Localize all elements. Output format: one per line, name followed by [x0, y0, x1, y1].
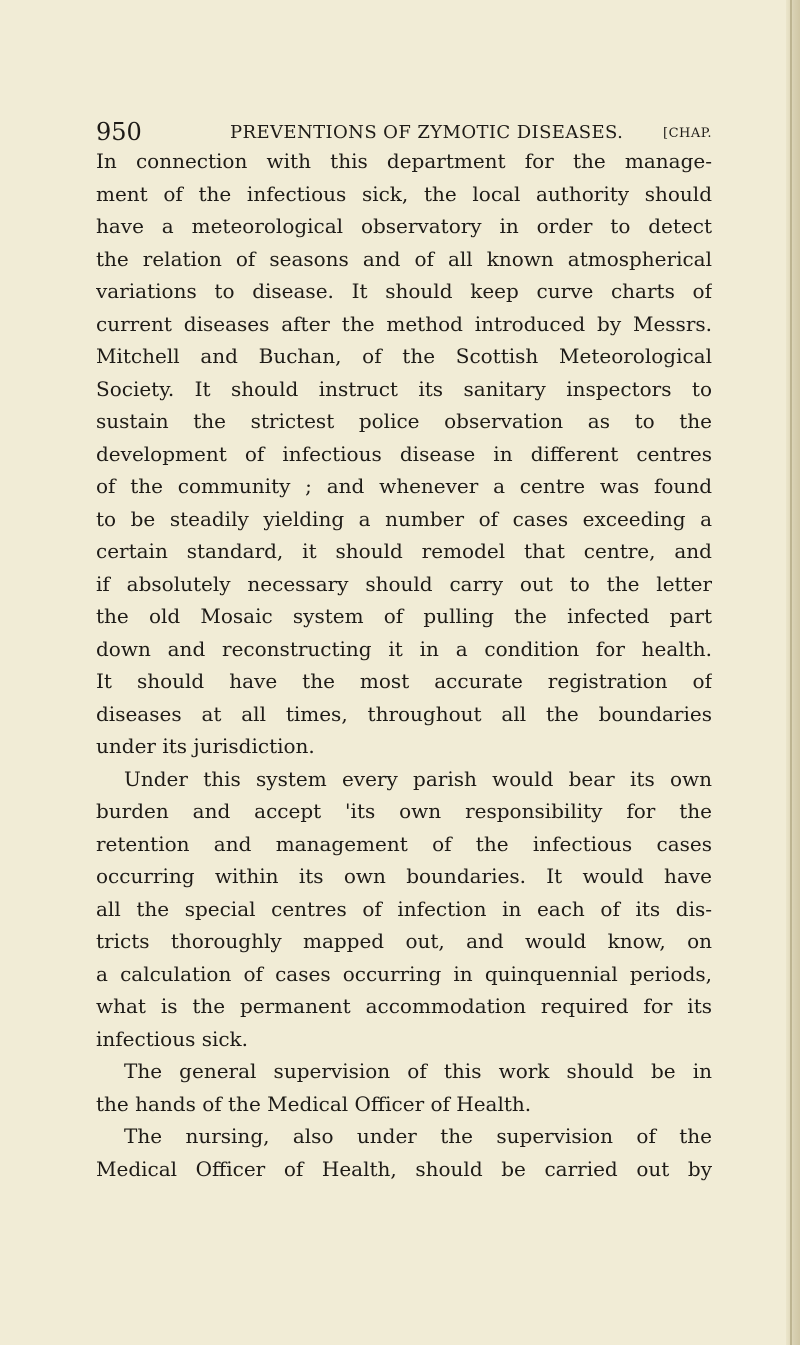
paragraph [96, 145, 712, 763]
text-line: down and reconstructing it in a condition for health. [96, 636, 712, 661]
text-line: certain standard, it should remodel that centre, and [96, 539, 712, 563]
text-line: what is the permanent accommodation required for its [96, 994, 712, 1018]
paragraph [96, 1120, 712, 1185]
text-line: Medical Officer of Health, should be carried out by [96, 1156, 712, 1181]
text-line: current diseases after the method introduced by Messrs. [96, 311, 712, 336]
text-line: It should have the most accurate registration of [96, 669, 712, 693]
text-line: have a meteorological observatory in order to detect [96, 214, 712, 238]
running-head: PREVENTIONS OF ZYMOTIC DISEASES. [230, 122, 624, 143]
text-line: infectious sick. [96, 1026, 249, 1051]
text-line: of the community ; and whenever a centre was found [96, 474, 712, 498]
text-line: retention and management of the infectious cases [96, 831, 712, 856]
body-text [96, 145, 712, 1185]
text-line: all the special centres of infection in each of its dis- [96, 896, 712, 921]
text-line: burden and accept 'its own responsibility for the [96, 799, 712, 823]
text-line: under its jurisdiction. [96, 734, 315, 758]
page-number: 950 [96, 118, 142, 146]
text-line: The nursing, also under the supervision of the [124, 1124, 712, 1148]
text-line: if absolutely necessary should carry out to the letter [96, 571, 712, 596]
text-line: sustain the strictest police observation as to the [96, 409, 712, 433]
chapter-marker: [CHAP. [663, 126, 712, 141]
page-edge-shadow [786, 0, 800, 1345]
text-line: development of infectious disease in different centres [96, 441, 712, 466]
text-line: Society. It should instruct its sanitary inspectors to [96, 376, 712, 401]
text-line: the old Mosaic system of pulling the infected part [96, 604, 712, 628]
text-line: the relation of seasons and of all known atmospherical [96, 246, 712, 271]
text-line: diseases at all times, throughout all the boundaries [96, 701, 712, 726]
text-line: The general supervision of this work should be in [124, 1059, 712, 1083]
text-line: occurring within its own boundaries. It would have [96, 864, 712, 888]
text-line: variations to disease. It should keep curve charts of [96, 279, 712, 303]
text-line: the hands of the Medical Officer of Health. [96, 1091, 532, 1116]
text-line: to be steadily yielding a number of cases exceeding a [96, 506, 712, 531]
text-line: tricts thoroughly mapped out, and would know, on [96, 929, 712, 953]
text-line: Under this system every parish would bear its own [124, 766, 712, 791]
text-line: Mitchell and Buchan, of the Scottish Meteorological [96, 344, 712, 368]
text-line: In connection with this department for the manage- [96, 149, 712, 173]
paragraph [96, 763, 712, 1056]
page-header [96, 118, 712, 148]
text-line: ment of the infectious sick, the local authority should [96, 181, 712, 206]
text-line: a calculation of cases occurring in quinquennial periods, [96, 961, 712, 986]
page-edge-line [790, 0, 792, 1345]
paragraph [96, 1055, 712, 1120]
